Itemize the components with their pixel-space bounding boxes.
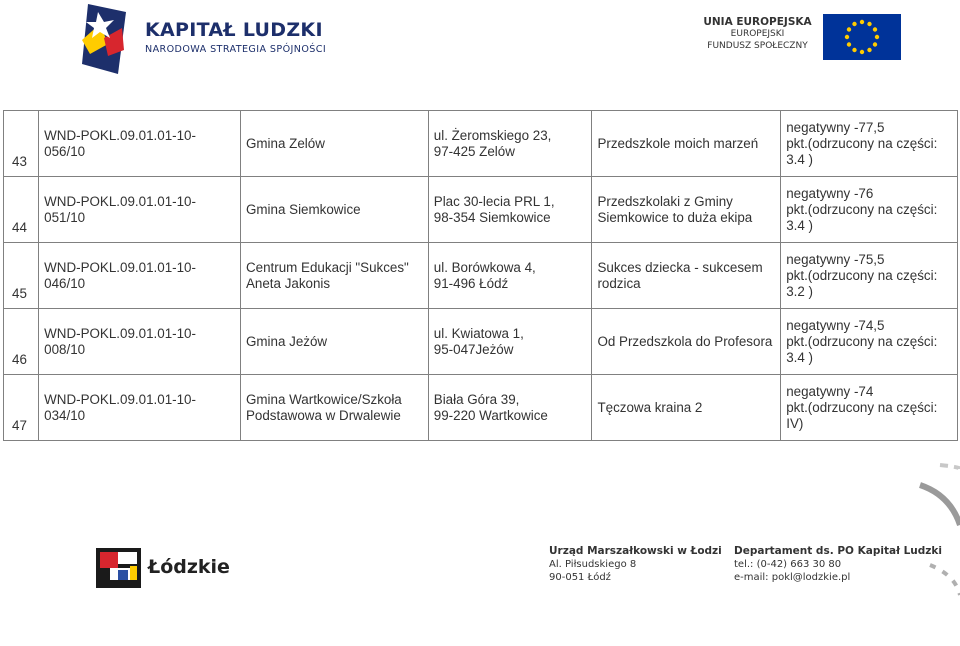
department-tel: tel.: (0-42) 663 30 80 <box>734 559 842 570</box>
table-row <box>4 309 958 375</box>
results-table <box>3 110 958 441</box>
beneficiary: Centrum Edukacji "Sukces" Aneta Jakonis <box>240 243 428 309</box>
office-name: Urząd Marszałkowski w Łodzi <box>549 545 722 557</box>
table-row <box>4 243 958 309</box>
kapital-ludzki-emblem-icon <box>78 4 138 74</box>
project-title: Od Przedszkola do Profesora <box>592 309 781 375</box>
beneficiary: Gmina Jeżów <box>240 309 428 375</box>
evaluation-result: negatywny -74 pkt.(odrzucony na części: IV) <box>781 375 958 441</box>
row-number: 43 <box>4 111 39 177</box>
department-email: e-mail: pokl@lodzkie.pl <box>734 572 851 583</box>
eu-line2: EUROPEJSKI <box>730 29 785 39</box>
project-title: Przedszkole moich marzeń <box>592 111 781 177</box>
kapital-ludzki-subtitle: NARODOWA STRATEGIA SPÓJNOŚCI <box>145 44 327 55</box>
office-street: Al. Piłsudskiego 8 <box>549 559 637 570</box>
decorative-arc-icon <box>900 455 960 646</box>
address: ul. Żeromskiego 23, 97-425 Zelów <box>428 111 592 177</box>
lodzkie-logo <box>96 548 230 588</box>
kapital-ludzki-title: KAPITAŁ LUDZKI <box>145 19 323 41</box>
address: ul. Kwiatowa 1, 95-047Jeżów <box>428 309 592 375</box>
project-title: Sukces dziecka - sukcesem rodzica <box>592 243 781 309</box>
beneficiary: Gmina Zelów <box>240 111 428 177</box>
eu-logo <box>700 16 905 64</box>
application-id: WND-POKL.09.01.01-10-046/10 <box>39 243 241 309</box>
kapital-ludzki-logo <box>78 4 328 74</box>
address: ul. Borówkowa 4, 91-496 Łódź <box>428 243 592 309</box>
project-title: Tęczowa kraina 2 <box>592 375 781 441</box>
table-row <box>4 111 958 177</box>
table-row <box>4 375 958 441</box>
evaluation-result: negatywny -77,5 pkt.(odrzucony na części: 3.4 ) <box>781 111 958 177</box>
department-name: Departament ds. PO Kapitał Ludzki <box>734 545 942 557</box>
application-id: WND-POKL.09.01.01-10-008/10 <box>39 309 241 375</box>
application-id: WND-POKL.09.01.01-10-056/10 <box>39 111 241 177</box>
application-id: WND-POKL.09.01.01-10-034/10 <box>39 375 241 441</box>
eu-line3: FUNDUSZ SPOŁECZNY <box>707 41 808 51</box>
evaluation-result: negatywny -74,5 pkt.(odrzucony na części: 3.4 ) <box>781 309 958 375</box>
office-address <box>549 545 722 584</box>
application-id: WND-POKL.09.01.01-10-051/10 <box>39 177 241 243</box>
table-row <box>4 177 958 243</box>
row-number: 44 <box>4 177 39 243</box>
evaluation-result: negatywny -76 pkt.(odrzucony na części: 3.4 ) <box>781 177 958 243</box>
address: Plac 30-lecia PRL 1, 98-354 Siemkowice <box>428 177 592 243</box>
project-title: Przedszkolaki z Gminy Siemkowice to duża ekipa <box>592 177 781 243</box>
eu-line1: UNIA EUROPEJSKA <box>703 16 812 28</box>
row-number: 45 <box>4 243 39 309</box>
row-number: 46 <box>4 309 39 375</box>
beneficiary: Gmina Siemkowice <box>240 177 428 243</box>
row-number: 47 <box>4 375 39 441</box>
address: Biała Góra 39, 99-220 Wartkowice <box>428 375 592 441</box>
beneficiary: Gmina Wartkowice/Szkoła Podstawowa w Drwalewie <box>240 375 428 441</box>
lodzkie-emblem-icon <box>96 548 141 588</box>
eu-flag-icon <box>823 14 901 60</box>
office-city: 90-051 Łódź <box>549 572 611 583</box>
evaluation-result: negatywny -75,5 pkt.(odrzucony na części: 3.2 ) <box>781 243 958 309</box>
lodzkie-text: Łódzkie <box>148 556 230 578</box>
